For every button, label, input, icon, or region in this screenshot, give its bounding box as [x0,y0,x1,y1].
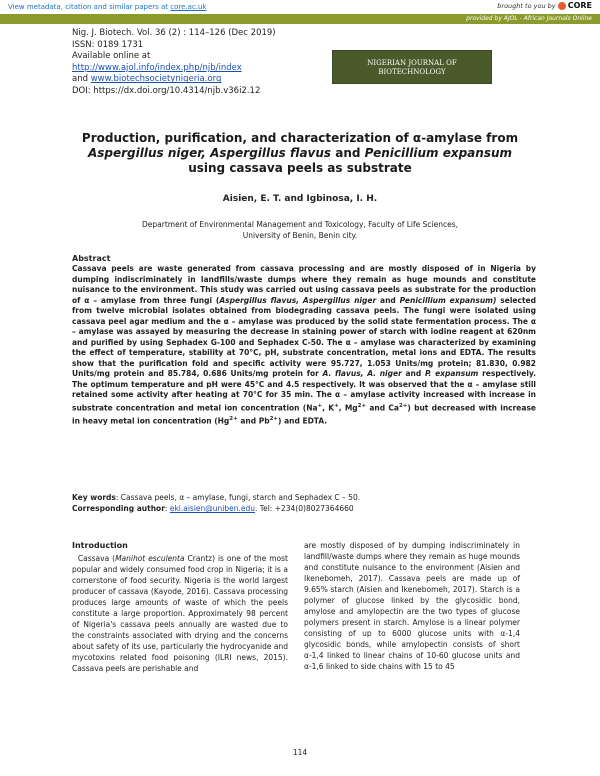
top-bar [0,0,600,14]
corresponding-author-label: Corresponding author [72,504,165,513]
core-brand[interactable]: brought to you by CORE [497,1,592,10]
journal-logo: NIGERIAN JOURNAL OF BIOTECHNOLOGY [332,50,492,84]
available-online: Available online at [72,51,151,62]
email-link[interactable]: eki.aisien@uniben.edu [169,504,256,513]
affiliation: Department of Environmental Management and Toxicology, Faculty of Life Sciences, University of Benin, Benin city. [142,220,458,240]
abstract-heading: Abstract [72,254,111,263]
journal-header: Nig. J. Biotech. Vol. 36 (2) : 114–126 (Dec 2019) ISSN: 0189 1731 Available online at http://www.ajol.info/index.php/njb/index and www.biotechsocietynigeria.org DOI: https://dx.doi.org/10.4314/njb.v36i2.12 [72,28,276,96]
authors: Aisien, E. T. and Igbinosa, I. H. [222,194,378,204]
intro-left-column: Introduction Cassava (Manihot esculenta Crantz) is one of the most popular and widely consumed food crop in Nigeria; it is a cornerstone of food security. Nigeria is the world largest producer of cassava (Kayode, 2016). Cassava processing produces large amounts of waste of which the peels constitute a large proportion. Approximately 98 percent of Nigeria's cassava peels annually are wasted due to the constraints associated with drying and the concerns about safety of its use, particularly the hydrocyanide and mycotoxins related food poisoning (ILRI news, 2015). Cassava peels are perishable and [72,541,288,673]
intro-heading: Introduction [72,541,128,550]
keywords-label: Key words [72,493,116,502]
keywords-block: Key words: Cassava peels, α – amylase, fungi, starch and Sephadex C – 50. Corresponding author: eki.aisien@uniben.edu. Tel: +234(0)8027364660 [72,493,361,513]
paper-title: Production, purification, and characterization of α-amylase from Aspergillus niger, Aspergillus flavus and Penicillium expansum using cassava peels as substrate [81,131,519,175]
issn: ISSN: 0189 1731 [72,39,144,50]
abstract-body: Cassava peels are waste generated from cassava processing and are mostly disposed of in Nigeria by dumping indiscriminately in landfills/waste dumps where they remain as huge mounds and constitute nuisance to the environment. This study was carried out using cassava peels as substrate for the production of α – amylase from three fungi (Aspergillus flavus, Aspergillus niger and Penicillium expansum) selected from twelve microbial isolates obtained from biodegrading cassava peels. The fungi were isolated using cassava peel agar medium and the α – amylase was produced by the solid state fermentation process. The α – amylase was assayed by measuring the decrease in staining power of starch with iodine reagent at 620nm and purified by using Sephadex G-100 and Sephadex C-50. The α – amylase was characterized by examining the effect of temperature, stability at 70°C, pH, substrate concentration, metal ions and EDTA. The results show that the purification fold and specific activity were 95.727, 1.053 Units/mg protein; 81.830, 0.982 Units/mg protein and 85.784, 0.686 Units/mg protein for A. flavus, A. niger and P. expansum respectively. The optimum temperature and pH were 45°C and 4.5 respectively. It was observed that the α – amylase still retained some activity after heating at 70°C for 35 min. The α – amylase activity increased with increase in substrate concentration and metal ion concentration (Na+, K+, $Mg^{2+}$ and $Ca^{2+}$) but decreased with increase in heavy metal ion concentration ($Hg^{2+}$ and $Pb^{2+}$) and EDTA. [72,264,537,425]
metadata-link[interactable]: View metadata, citation and similar papers at core.ac.uk [8,3,207,11]
provider-text: provided by AJOL - African Journals Online [466,15,592,22]
citation: Nig. J. Biotech. Vol. 36 (2) : 114–126 (Dec 2019) [72,28,276,38]
doi: DOI: https://dx.doi.org/10.4314/njb.v36i2.12 [72,85,261,96]
society-link[interactable]: www.biotechsocietynigeria.org [90,74,222,85]
core-link[interactable]: core.ac.uk [170,3,207,11]
ajol-link[interactable]: http://www.ajol.info/index.php/njb/index [72,62,242,73]
page-number: 114 [292,748,308,757]
intro-right-column: are mostly disposed of by dumping indiscriminately in landfill/waste dumps where they remain as huge mounds and constitute nuisance to the environment (Aisien and Ikenebomeh, 2017). Cassava peels are made up of 9.65% starch (Aisien and Ikenebomeh, 2017). Starch is a polymer of glucose linked by the glycosidic bond, amylose and amylopectin are the two types of glucose polymers present in starch. Amylose is a linear polymer consisting of up to 6000 glucose units with α-1,4 glycosidic bonds, while amylopectin consists of short α-1,4 linked to linear chains of 10-60 glucose units and α-1,6 linked to side chains with 15 to 45 [304,541,520,671]
provider-bar [0,14,600,24]
core-logo-icon [558,2,566,10]
